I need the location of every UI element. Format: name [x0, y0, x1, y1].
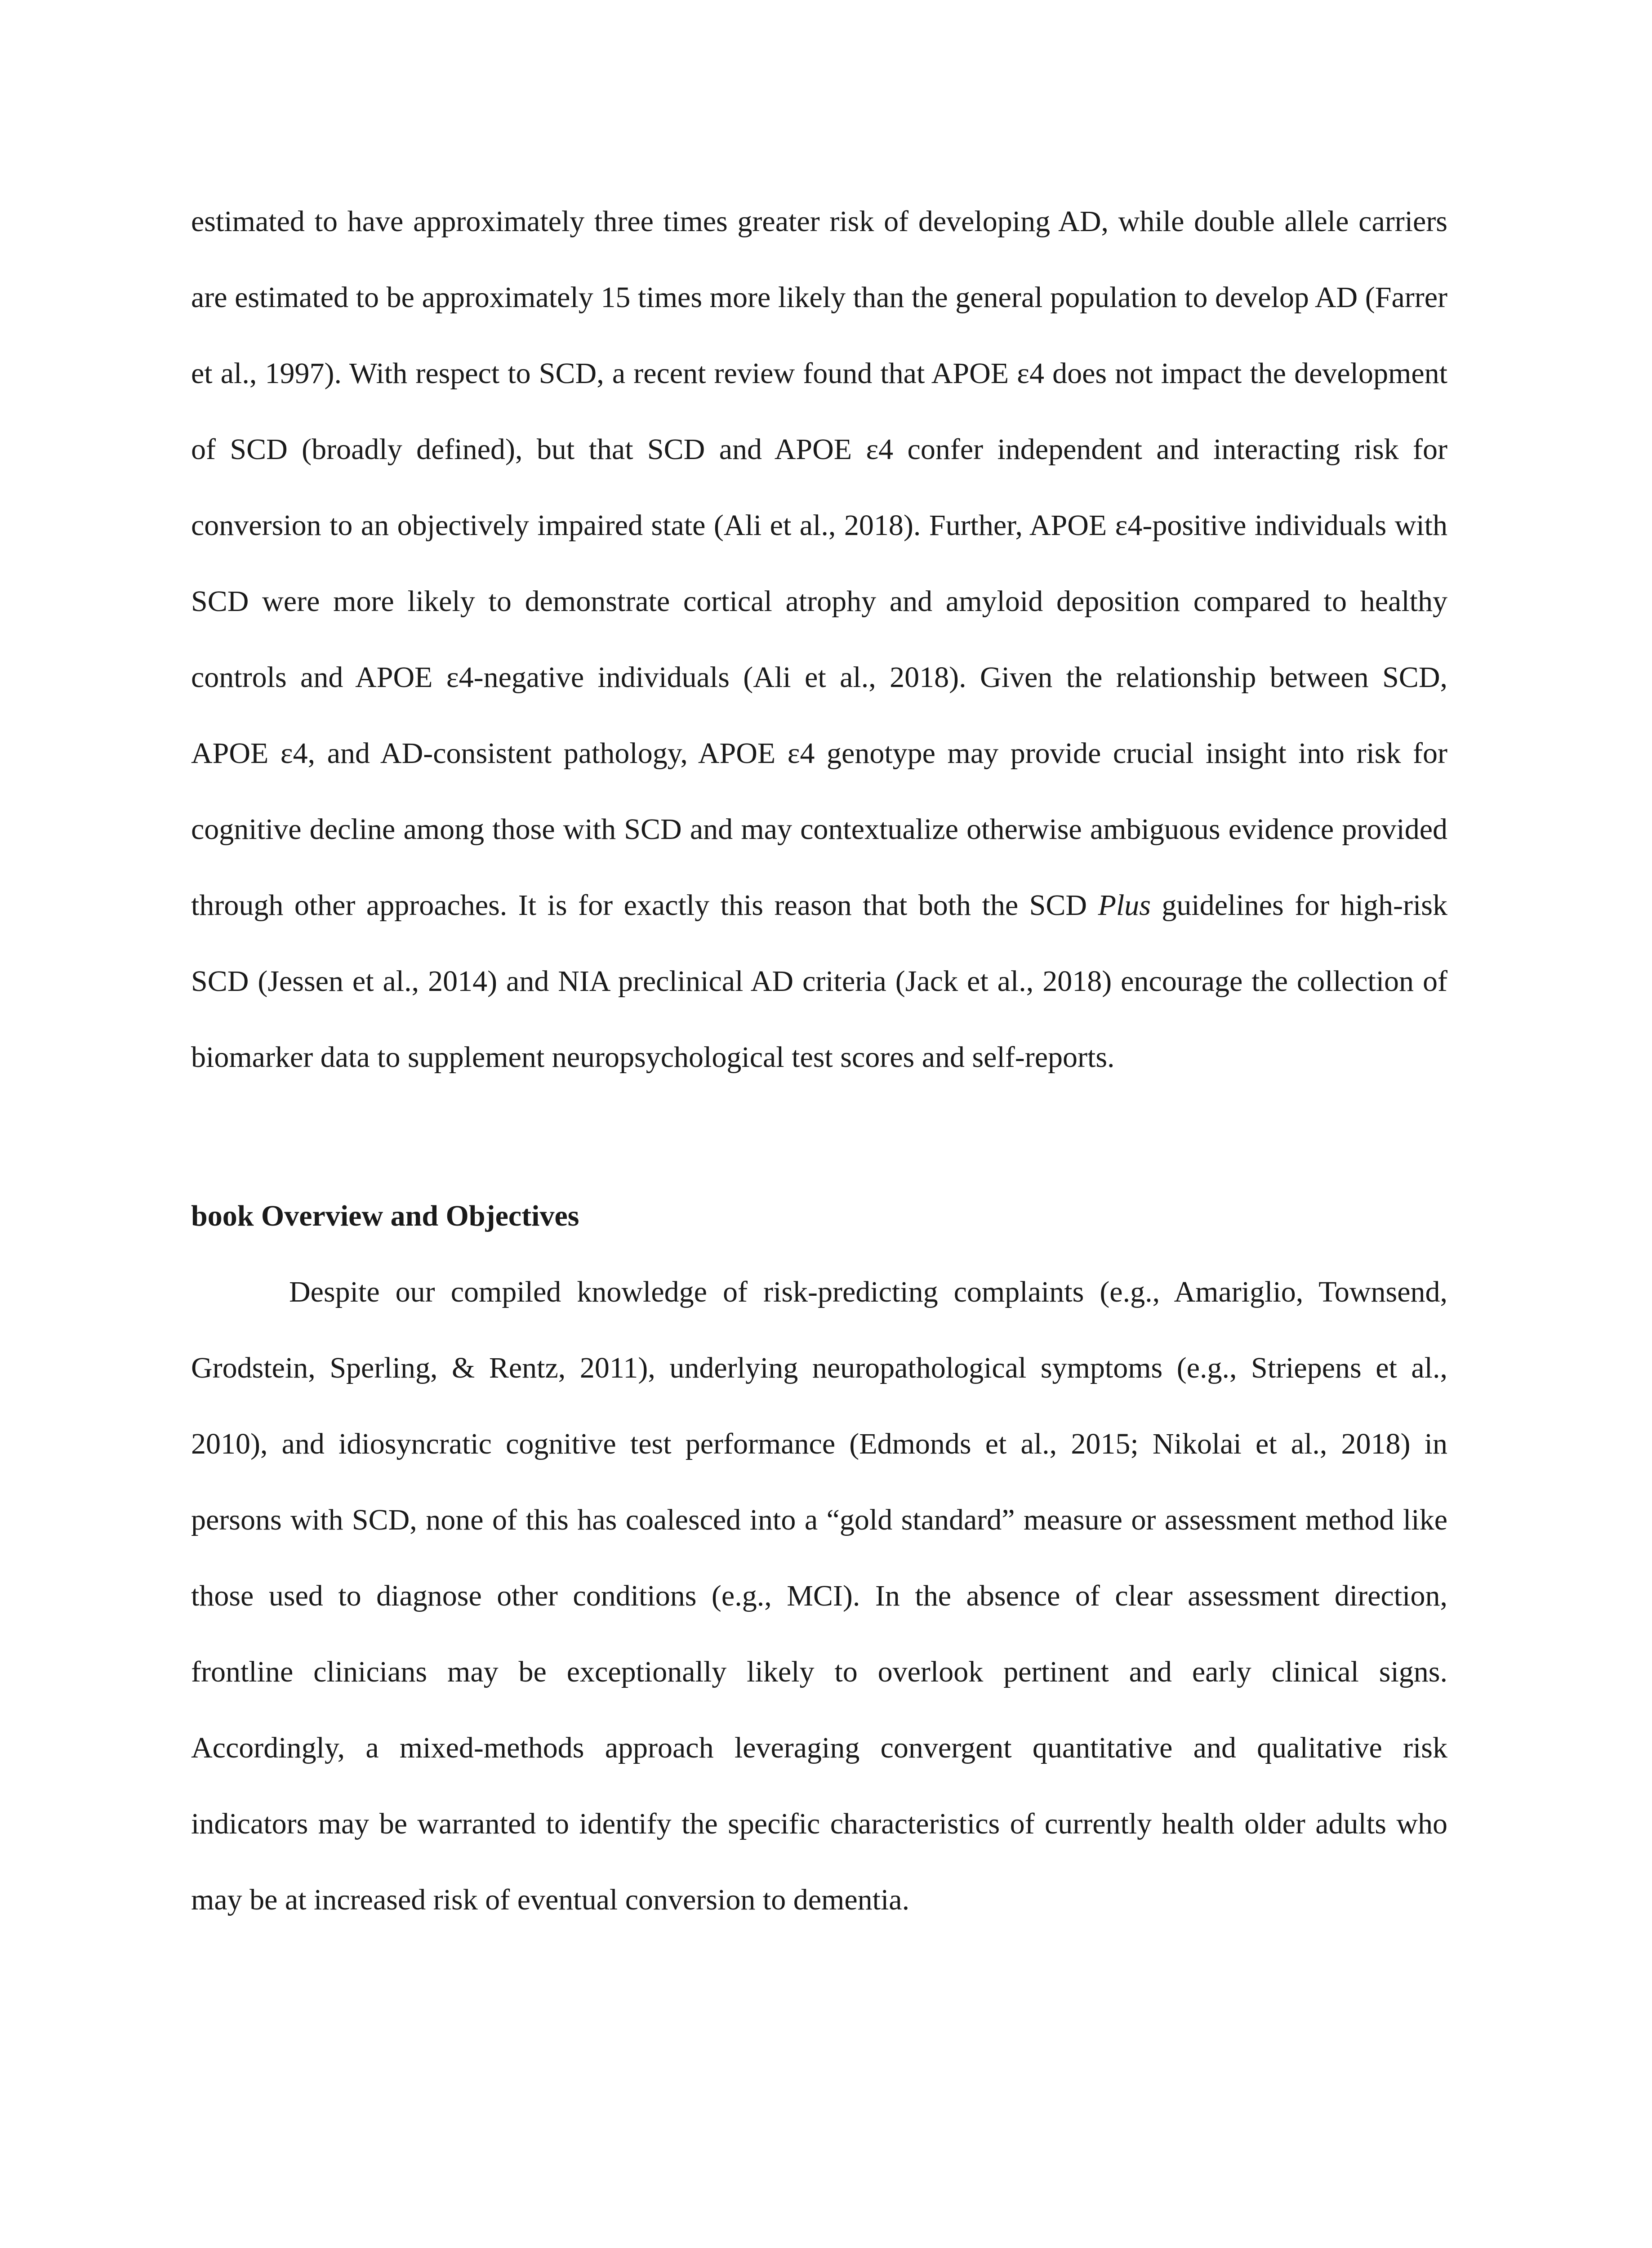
body-paragraph-2 — [191, 1254, 1447, 1938]
paragraph-2-text: Despite our compiled knowledge of risk-predicting complaints (e.g., Amariglio, Townsend, Grodstein, Sperling, & Rentz, 2011), underlying neuropathological symptoms (e.g., Striepens et al., 2010), and idiosyncratic cognitive test performance (Edmonds et al., 2015; Nikolai et al., 2018) in persons with SCD, none of this has coalesced into a “gold standard” measure or assessment method like those used to diagnose other conditions (e.g., MCI). In the absence of clear assessment direction, frontline clinicians may be exceptionally likely to overlook pertinent and early clinical signs. Accordingly, a mixed-methods approach leveraging convergent quantitative and qualitative risk indicators may be warranted to identify the specific characteristics of currently health older adults who may be at increased risk of eventual conversion to dementia. — [191, 1276, 1447, 1916]
paragraph-1-main-text: estimated to have approximately three times greater risk of developing AD, while double allele carriers are estimated to be approximately 15 times more likely than the general population to develop AD (Farrer et al., 1997). With respect to SCD, a recent review found that APOE ε4 does not impact the development of SCD (broadly defined), but that SCD and APOE ε4 confer independent and interacting risk for conversion to an objectively impaired state (Ali et al., 2018). Further, APOE ε4-positive individuals with SCD were more likely to demonstrate cortical atrophy and amyloid deposition compared to healthy controls and APOE ε4-negative individuals (Ali et al., 2018). Given the relationship between SCD, APOE ε4, and AD-consistent pathology, APOE ε4 genotype may provide crucial insight into risk for cognitive decline among those with SCD and may contextualize otherwise ambiguous evidence provided through other approaches. It is for exactly this reason that both the SCD — [191, 205, 1447, 922]
paragraph-1-continuation: guidelines for high-risk SCD (Jessen et al., 2014) and NIA preclinical AD criteria (Jack et al., 2018) encourage the collection of biomarker data to supplement neuropsychological test scores and self-reports. — [191, 889, 1447, 1074]
paragraph-1-text — [191, 183, 1447, 1095]
italic-term-plus: Plus — [1098, 889, 1151, 922]
section-heading: book Overview and Objectives — [191, 1200, 579, 1232]
body-paragraph-1 — [191, 183, 1447, 1095]
